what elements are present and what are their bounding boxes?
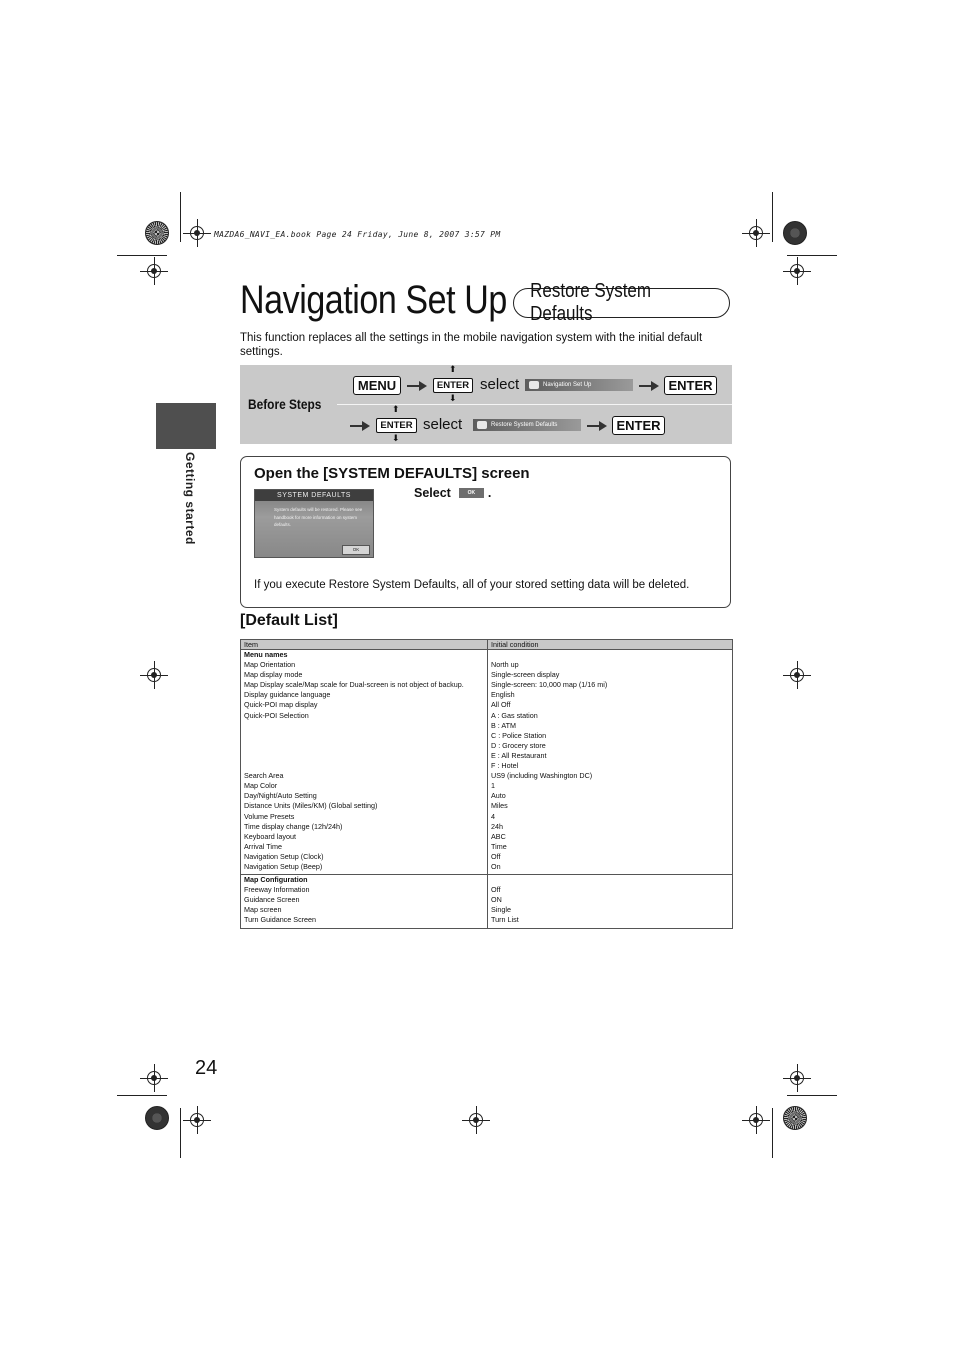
menu-item-strip: Restore System Defaults bbox=[473, 419, 581, 431]
restore-icon bbox=[477, 421, 487, 429]
item-label: Guidance Screen bbox=[244, 895, 300, 905]
item-value: 24h bbox=[491, 821, 503, 831]
item-value: Single-screen display bbox=[491, 670, 560, 680]
item-value: On bbox=[491, 861, 501, 871]
enter-key: ENTER bbox=[664, 376, 717, 395]
item-label: Time display change (12h/24h) bbox=[244, 821, 343, 831]
values-cell bbox=[488, 650, 733, 875]
item-value: ABC bbox=[491, 831, 506, 841]
screen-ok-button: OK bbox=[342, 545, 370, 555]
box-title: Open the [SYSTEM DEFAULTS] screen bbox=[254, 465, 530, 482]
color-target-icon bbox=[783, 221, 807, 245]
item-value: US9 (including Washington DC) bbox=[491, 771, 593, 781]
select-word: select bbox=[480, 376, 520, 393]
item-label: Turn Guidance Screen bbox=[244, 915, 317, 925]
column-header-initial-condition: Initial condition bbox=[488, 640, 733, 650]
warning-text: If you execute Restore System Defaults, all of your stored setting data will be deleted. bbox=[254, 579, 690, 591]
intro-text: This function replaces all the settings in the mobile navigation system with the initial default settings. bbox=[240, 332, 703, 358]
group-heading: Map Configuration bbox=[244, 875, 308, 885]
enter-small-key: ENTER bbox=[376, 418, 417, 433]
page-title: Navigation Set Up bbox=[240, 278, 507, 322]
crop-mark bbox=[117, 1095, 167, 1096]
default-list-table bbox=[240, 639, 733, 929]
default-list-title: [Default List] bbox=[240, 612, 338, 629]
item-value: Off bbox=[491, 851, 501, 861]
item-value: Miles bbox=[491, 801, 508, 811]
item-label bbox=[244, 741, 484, 751]
item-label: Distance Units (Miles/KM) (Global setting) bbox=[244, 801, 378, 811]
print-file-line: MAZDA6_NAVI_EA.book Page 24 Friday, June 8, 2007 3:57 PM bbox=[214, 230, 501, 239]
item-label: Map display mode bbox=[244, 670, 303, 680]
registration-mark-icon bbox=[147, 1071, 161, 1085]
item-value: 1 bbox=[491, 781, 495, 791]
arrow-right-icon bbox=[350, 425, 368, 427]
registration-mark-icon bbox=[469, 1113, 483, 1127]
page-number: 24 bbox=[195, 1057, 218, 1079]
system-defaults-screen bbox=[254, 489, 374, 558]
arrow-right-icon bbox=[587, 425, 605, 427]
item-label: Map screen bbox=[244, 905, 282, 915]
item-value: All Off bbox=[491, 700, 511, 710]
ok-button: OK bbox=[459, 488, 484, 498]
registration-mark-icon bbox=[147, 264, 161, 278]
crop-mark bbox=[772, 192, 773, 242]
item-label: Map Display scale/Map scale for Dual-screen is not object of backup. bbox=[244, 680, 464, 690]
color-target-icon bbox=[783, 1106, 807, 1130]
table-row bbox=[241, 875, 733, 928]
item-label: Volume Presets bbox=[244, 811, 295, 821]
item-label: Navigation Setup (Clock) bbox=[244, 851, 324, 861]
arrow-right-icon bbox=[639, 385, 657, 387]
select-label: Select bbox=[414, 486, 451, 500]
crop-mark bbox=[117, 255, 167, 256]
table-row bbox=[241, 650, 733, 875]
crop-mark bbox=[787, 255, 837, 256]
item-value: B : ATM bbox=[491, 720, 517, 730]
item-label: Search Area bbox=[244, 771, 284, 781]
registration-mark-icon bbox=[749, 1113, 763, 1127]
item-value: English bbox=[491, 690, 515, 700]
item-label bbox=[244, 731, 484, 741]
arrow-up-icon: ⬆ bbox=[449, 364, 457, 374]
item-label bbox=[244, 761, 484, 771]
select-word: select bbox=[423, 416, 463, 433]
item-value: F : Hotel bbox=[491, 761, 519, 771]
registration-mark-icon bbox=[749, 226, 763, 240]
item-value: Single bbox=[491, 905, 511, 915]
values-cell bbox=[488, 875, 733, 928]
item-label: Keyboard layout bbox=[244, 831, 296, 841]
crop-mark bbox=[180, 1108, 181, 1158]
registration-mark-icon bbox=[790, 264, 804, 278]
side-tab bbox=[156, 403, 216, 449]
section-pill: Restore System Defaults bbox=[513, 288, 730, 318]
registration-mark-icon bbox=[790, 668, 804, 682]
item-value: Time bbox=[491, 841, 507, 851]
item-label: Navigation Setup (Beep) bbox=[244, 861, 323, 871]
crop-mark bbox=[787, 1095, 837, 1096]
arrow-up-icon: ⬆ bbox=[392, 404, 400, 414]
screen-message: System defaults will be restored. Please see handbook for more information on system defaults. bbox=[274, 507, 363, 527]
item-label: Map Orientation bbox=[244, 660, 296, 670]
item-label: Day/Night/Auto Setting bbox=[244, 791, 317, 801]
item-label: Display guidance language bbox=[244, 690, 331, 700]
registration-mark-icon bbox=[790, 1071, 804, 1085]
screen-heading: SYSTEM DEFAULTS bbox=[255, 490, 373, 501]
items-cell bbox=[241, 650, 488, 875]
enter-key: ENTER bbox=[612, 416, 665, 435]
arrow-down-icon: ⬇ bbox=[449, 393, 457, 403]
arrow-right-icon bbox=[407, 385, 425, 387]
item-label: Map Color bbox=[244, 781, 278, 791]
enter-small-key: ENTER bbox=[433, 378, 473, 393]
item-value: Turn List bbox=[491, 915, 519, 925]
item-label: Freeway Information bbox=[244, 885, 310, 895]
item-value: Off bbox=[491, 885, 501, 895]
column-header-item: Item bbox=[241, 640, 488, 650]
navigation-icon bbox=[529, 381, 539, 389]
item-value: Single-screen: 10,000 map (1/16 mi) bbox=[491, 680, 608, 690]
item-value: ON bbox=[491, 895, 502, 905]
select-instruction bbox=[414, 486, 491, 500]
before-steps-label: Before Steps bbox=[248, 396, 322, 412]
registration-mark-icon bbox=[190, 226, 204, 240]
registration-mark-icon bbox=[190, 1113, 204, 1127]
color-target-icon bbox=[145, 221, 169, 245]
item-value: 4 bbox=[491, 811, 495, 821]
item-label: Quick-POI Selection bbox=[244, 710, 309, 720]
items-cell bbox=[241, 875, 488, 928]
item-label bbox=[244, 751, 484, 761]
crop-mark bbox=[772, 1108, 773, 1158]
item-value: North up bbox=[491, 660, 519, 670]
menu-key: MENU bbox=[353, 376, 401, 395]
item-value: E : All Restaurant bbox=[491, 750, 547, 760]
registration-mark-icon bbox=[147, 668, 161, 682]
item-label: Arrival Time bbox=[244, 841, 282, 851]
item-value: D : Grocery store bbox=[491, 740, 546, 750]
crop-mark bbox=[180, 192, 181, 242]
arrow-down-icon: ⬇ bbox=[392, 433, 400, 443]
group-heading: Menu names bbox=[244, 650, 288, 659]
side-tab-label: Getting started bbox=[183, 452, 197, 545]
item-label: Quick-POI map display bbox=[244, 700, 318, 710]
item-value: Auto bbox=[491, 791, 506, 801]
color-target-icon bbox=[145, 1106, 169, 1130]
item-value: A : Gas station bbox=[491, 710, 538, 720]
select-suffix: . bbox=[487, 486, 492, 500]
item-label bbox=[244, 721, 484, 731]
menu-item-strip: Navigation Set Up bbox=[525, 379, 633, 391]
item-value: C : Police Station bbox=[491, 730, 547, 740]
